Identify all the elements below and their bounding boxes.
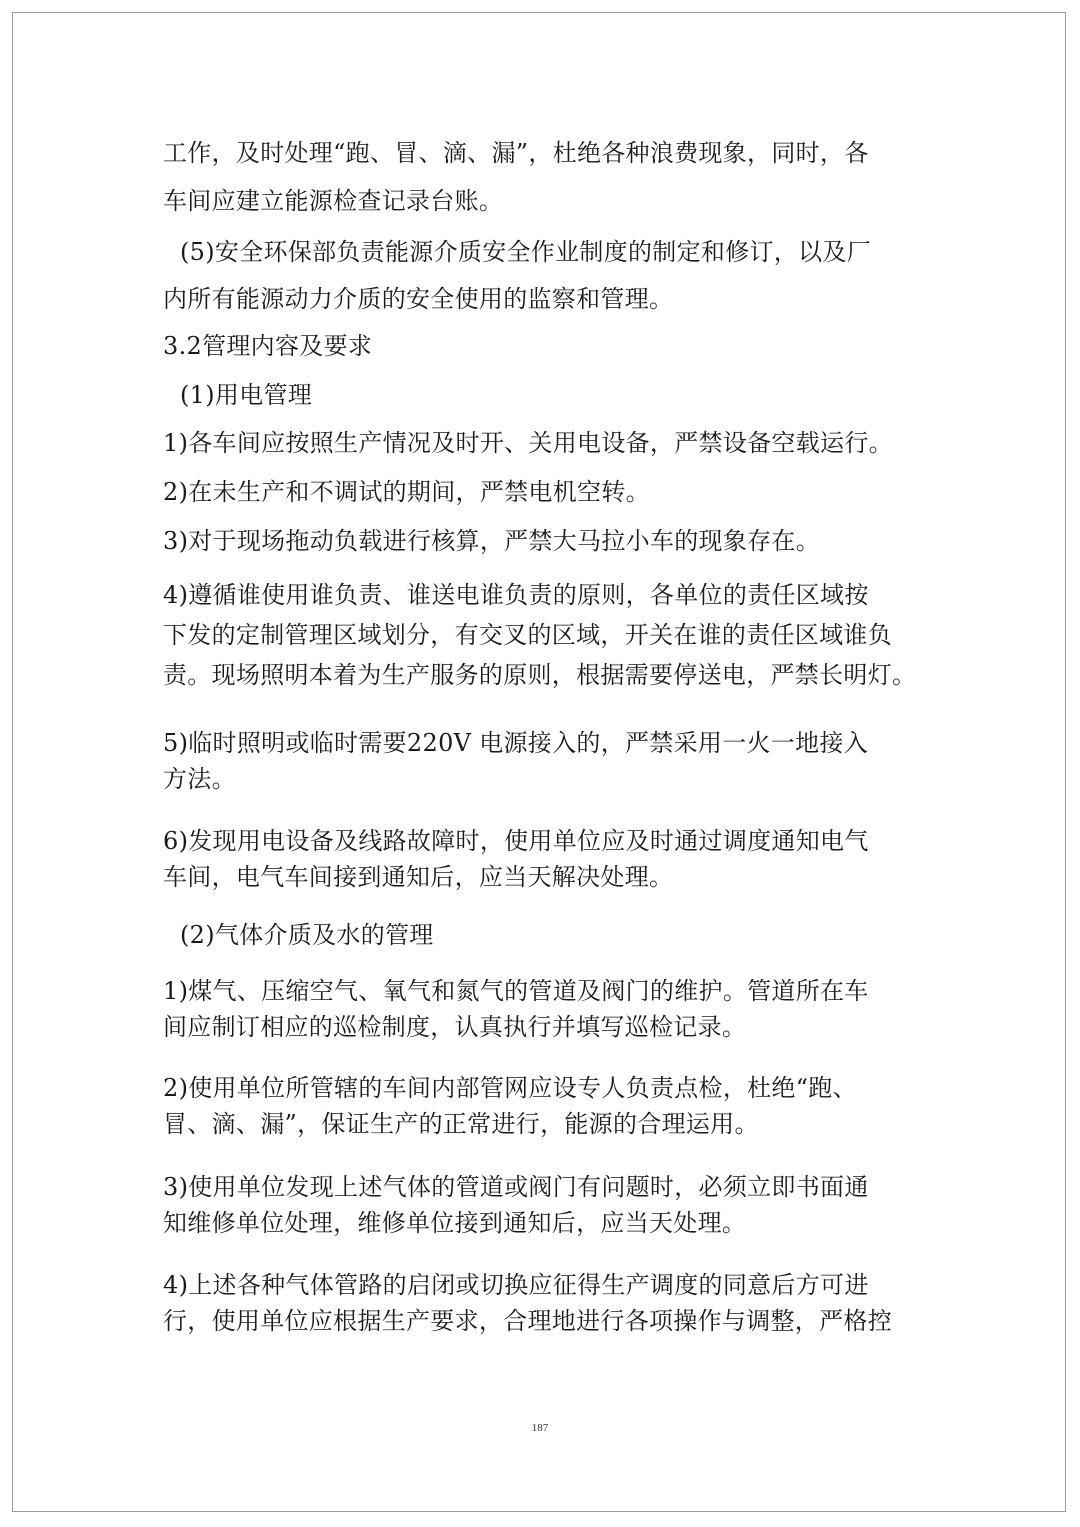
page-number: 187 [531, 1422, 549, 1434]
text-line: 4)遵循谁使用谁负责、谁送电谁负责的原则，各单位的责任区域按 [163, 581, 869, 609]
text-line: 2)使用单位所管辖的车间内部管网应设专人负责点检，杜绝“跑、 [163, 1074, 857, 1102]
section-heading: 3.2管理内容及要求 [163, 332, 373, 360]
text-line: 3)对于现场拖动负载进行核算，严禁大马拉小车的现象存在。 [163, 527, 821, 555]
text-line: 6)发现用电设备及线路故障时，使用单位应及时通过调度通知电气 [163, 827, 869, 855]
text-line: 2)在未生产和不调试的期间，严禁电机空转。 [163, 478, 650, 506]
text-line: 责。现场照明本着为生产服务的原则，根据需要停送电，严禁长明灯。 [163, 661, 917, 689]
text-line: 内所有能源动力介质的安全使用的监察和管理。 [163, 285, 674, 313]
text-line: (5)安全环保部负责能源介质安全作业制度的制定和修订，以及厂 [180, 238, 871, 266]
subsection-heading: (2)气体介质及水的管理 [180, 921, 434, 949]
text-line: 车间，电气车间接到通知后，应当天解决处理。 [163, 863, 674, 891]
text-line: 行，使用单位应根据生产要求，合理地进行各项操作与调整，严格控 [163, 1307, 892, 1335]
text-line: 下发的定制管理区域划分，有交叉的区域，开关在谁的责任区域谁负 [163, 621, 892, 649]
text-line: 1)煤气、压缩空气、氧气和氮气的管道及阀门的维护。管道所在车 [163, 977, 869, 1005]
text-line: 冒、滴、漏”，保证生产的正常进行，能源的合理运用。 [163, 1110, 759, 1138]
text-line: 3)使用单位发现上述气体的管道或阀门有问题时，必须立即书面通 [163, 1173, 869, 1201]
subsection-heading: (1)用电管理 [180, 381, 313, 409]
text-line: 工作，及时处理“跑、冒、滴、漏”，杜绝各种浪费现象，同时，各 [163, 139, 869, 167]
text-line: 知维修单位处理，维修单位接到通知后，应当天处理。 [163, 1209, 747, 1237]
text-line: 间应制订相应的巡检制度，认真执行并填写巡检记录。 [163, 1013, 747, 1041]
text-line: 5)临时照明或临时需要220V 电源接入的，严禁采用一火一地接入 [163, 729, 869, 757]
text-line: 车间应建立能源检查记录台账。 [163, 187, 504, 215]
text-line: 方法。 [163, 765, 236, 793]
text-line: 1)各车间应按照生产情况及时开、关用电设备，严禁设备空载运行。 [163, 429, 893, 457]
text-line: 4)上述各种气体管路的启闭或切换应征得生产调度的同意后方可进 [163, 1271, 869, 1299]
